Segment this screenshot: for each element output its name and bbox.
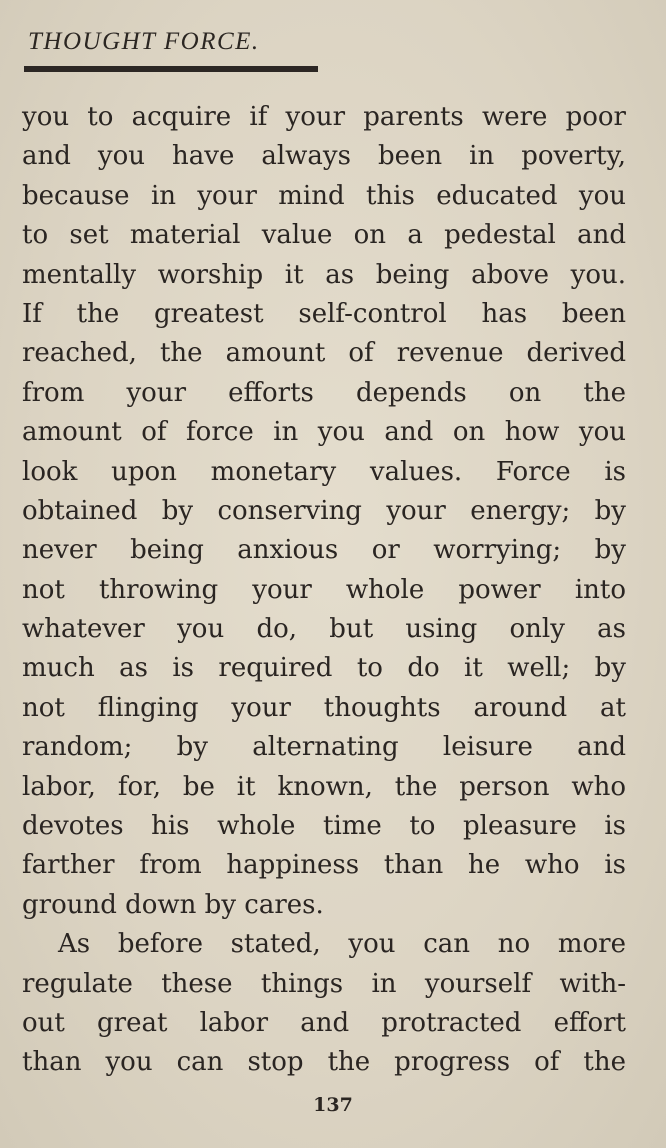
text-line: and you have always been in poverty, — [22, 141, 626, 172]
text-line: labor, for, be it known, the person who — [22, 771, 626, 802]
text-line: reached, the amount of revenue derived — [22, 338, 626, 369]
text-line: you to acquire if your parents were poor — [22, 102, 626, 132]
text-line: If the greatest self-control has been — [22, 298, 626, 329]
text-line: out great labor and protracted effort — [22, 1007, 626, 1038]
text-line: amount of force in you and on how you — [22, 417, 626, 448]
text-line: to set material value on a pedestal and — [22, 220, 626, 251]
text-line: never being anxious or worrying; by — [22, 535, 626, 566]
header-rule — [24, 66, 318, 72]
text-line: not throwing your whole power into — [22, 574, 626, 605]
text-line: obtained by conserving your energy; by — [22, 495, 626, 526]
text-line: regulate these things in yourself with- — [22, 968, 626, 999]
text-line: whatever you do, but using only as — [22, 614, 626, 645]
paragraph-first-line: As before stated, you can no more — [58, 929, 626, 960]
text-line: than you can stop the progress of the — [22, 1047, 626, 1078]
text-line: much as is required to do it well; by — [22, 653, 626, 684]
running-head: THOUGHT FORCE. — [28, 28, 260, 55]
text-line: devotes his whole time to pleasure is — [22, 811, 626, 842]
text-line: ground down by cares. — [22, 889, 324, 920]
text-line: mentally worship it as being above you. — [22, 259, 626, 290]
text-line: not flinging your thoughts around at — [22, 692, 626, 723]
text-line: farther from happiness than he who is — [22, 850, 626, 881]
page-number: 137 — [313, 1094, 353, 1116]
text-line: from your efforts depends on the — [22, 377, 626, 408]
text-line: because in your mind this educated you — [22, 180, 626, 211]
text-line: look upon monetary values. Force is — [22, 456, 626, 487]
text-line: random; by alternating leisure and — [22, 732, 626, 763]
body-text — [22, 98, 626, 1083]
